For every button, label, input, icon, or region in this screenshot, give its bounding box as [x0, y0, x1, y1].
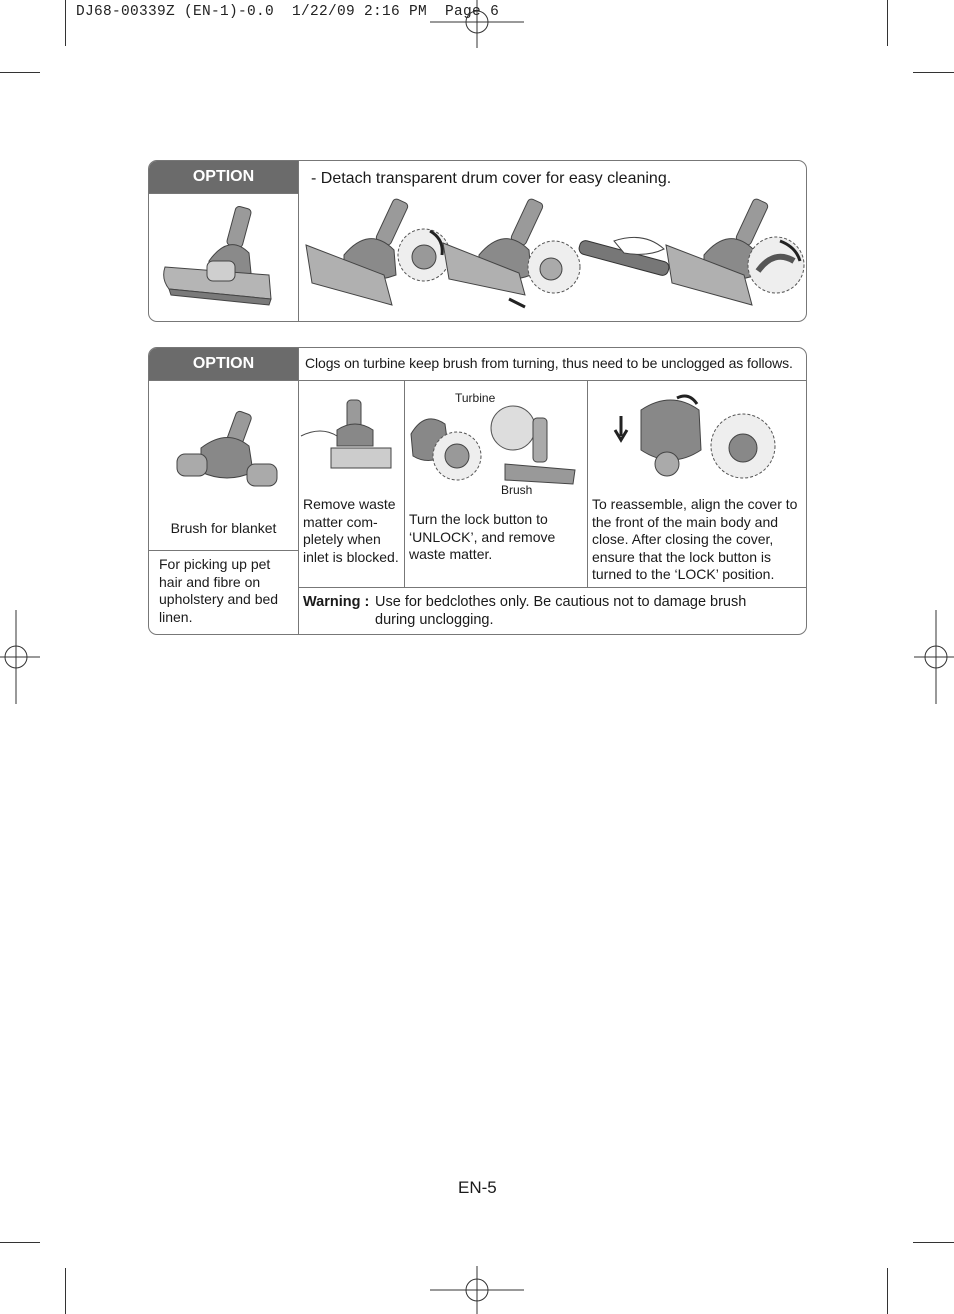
turbine-label: Turbine — [455, 391, 496, 405]
crop-mark — [0, 72, 40, 73]
step3-instruction: To reassemble, align the cover to the front of the main body and close. After closing the cover, ensure that the lock button is turned to the ‘LOCK’ position. — [592, 496, 798, 582]
divider — [298, 348, 299, 634]
step-image-clean-brush — [574, 231, 674, 301]
crop-mark — [913, 1242, 954, 1243]
divider — [298, 161, 299, 321]
panel-header-text: Clogs on turbine keep brush from turning, thus need to be unclogged as follows. — [305, 355, 793, 371]
divider — [298, 587, 806, 588]
registration-mark-right — [914, 610, 954, 704]
registration-mark-top — [430, 0, 524, 48]
step-image-detach-1 — [304, 195, 444, 315]
page-number: EN-5 — [458, 1178, 497, 1197]
divider — [149, 550, 298, 551]
brush-for-blanket-image — [171, 408, 281, 498]
divider — [149, 380, 806, 381]
crop-mark — [913, 72, 954, 73]
step-image-reassemble — [611, 390, 781, 490]
step-image-unlock — [405, 404, 585, 494]
option-panel-drum-cover — [148, 160, 807, 322]
registration-mark-left — [0, 610, 40, 704]
panel-description: - Detach transparent drum cover for easy cleaning. — [311, 170, 672, 187]
registration-mark-bottom — [430, 1266, 524, 1314]
step-image-remove-waste — [301, 396, 401, 476]
brush-label: Brush — [501, 483, 533, 497]
warning-text-line2: during unclogging. — [375, 612, 494, 628]
step1-instruction: Remove waste matter com-pletely when inlet is blocked. — [303, 496, 399, 565]
brush-product-image — [159, 203, 289, 313]
crop-mark — [0, 1242, 40, 1243]
crop-mark — [65, 1268, 66, 1314]
option-panel-turbine-brush — [148, 347, 807, 635]
crop-mark — [65, 0, 66, 46]
step-image-reattach — [664, 195, 804, 315]
option-badge: OPTION — [149, 161, 298, 193]
divider — [149, 193, 298, 194]
crop-mark — [887, 1268, 888, 1314]
print-header: DJ68-00339Z (EN-1)-0.0 1/22/09 2:16 PM Page 6 — [76, 4, 500, 20]
divider — [587, 380, 588, 587]
option-badge: OPTION — [149, 348, 298, 380]
warning-label: Warning : — [303, 594, 370, 610]
step2-instruction: Turn the lock button to ‘UNLOCK’, and remove waste matter. — [409, 511, 556, 562]
usage-description: For picking up pet hair and fibre on upholstery and bed linen. — [159, 556, 279, 625]
step-image-detach-2 — [439, 195, 579, 315]
crop-mark — [887, 0, 888, 46]
warning-text-line1: Use for bedclothes only. Be cautious not to damage brush — [375, 594, 747, 610]
product-caption: Brush for blanket — [170, 520, 277, 536]
